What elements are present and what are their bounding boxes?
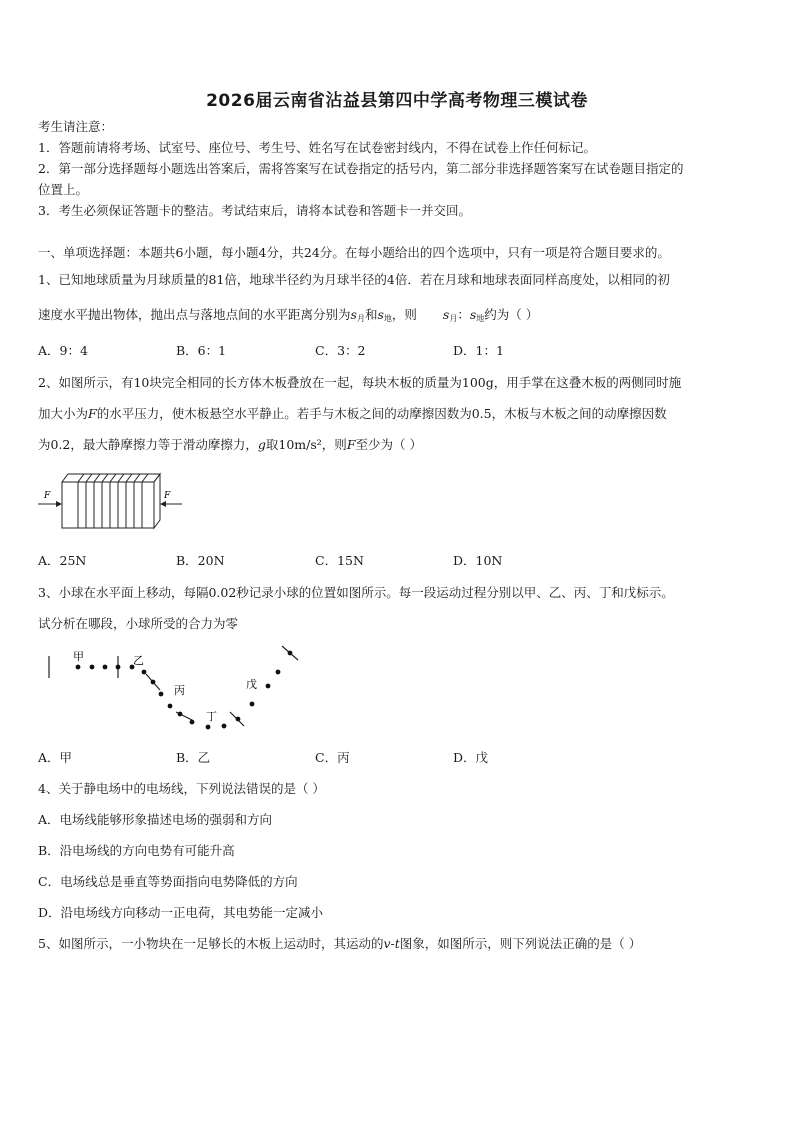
label-bing: 丙 <box>174 684 185 697</box>
option-b[interactable]: B．6：1 <box>176 343 227 358</box>
symbol-s: s <box>469 307 477 322</box>
symbol-vt: v-t <box>383 936 400 951</box>
subscript-moon: 月 <box>356 314 365 323</box>
page-title: 2026届云南省沾益县第四中学高考物理三模试卷 <box>206 91 588 111</box>
notice-item: 3．考生必须保证答题卡的整洁。考试结束后，请将本试卷和答题卡一并交回。 <box>38 203 471 218</box>
label-ding: 丁 <box>206 710 217 723</box>
q2-text: 至少为（ ） <box>355 437 422 452</box>
q4-stem: 4、关于静电场中的电场线，下列说法错误的是（ ） <box>38 781 325 796</box>
notice-item: 位置上。 <box>38 182 89 197</box>
option-b[interactable]: B．沿电场线的方向电势有可能升高 <box>38 843 235 858</box>
subscript-moon: 月 <box>449 314 458 323</box>
option-d[interactable]: D．10N <box>453 553 503 568</box>
option-b[interactable]: B．乙 <box>176 750 211 765</box>
section-heading: 一、单项选择题：本题共6小题，每小题4分，共24分。在每小题给出的四个选项中，只有一项是符合题目要求的。 <box>38 245 670 260</box>
q2-text: 取10m/s²，则 <box>265 437 347 452</box>
q2-text: 的水平压力，使木板悬空水平静止。若手与木板之间的动摩擦因数为0.5，木板与木板之间的动摩擦因数 <box>96 406 667 421</box>
option-c[interactable]: C．电场线总是垂直等势面指向电势降低的方向 <box>38 874 298 889</box>
q1-line1: 1、已知地球质量为月球质量的81倍，地球半径约为月球半径的4倍．若在月球和地球表面同样高度处，以相同的初 <box>38 272 670 287</box>
symbol-s: s <box>350 307 357 322</box>
right-force-label: F <box>164 491 171 501</box>
q5-text: 5、如图所示，一小物块在一足够长的木板上运动时，其运动的 <box>38 936 384 951</box>
symbol-f: F <box>346 437 356 452</box>
q2-line3 <box>38 437 422 453</box>
label-yi: 乙 <box>133 654 144 667</box>
option-a[interactable]: A．电场线能够形象描述电场的强弱和方向 <box>38 812 273 827</box>
symbol-g: g <box>257 437 266 452</box>
symbol-s: s <box>377 307 384 322</box>
ratio-colon: ： <box>457 307 470 322</box>
q5-stem <box>38 936 641 952</box>
q1-then: ，则 <box>391 307 417 322</box>
subscript-earth: 地 <box>383 314 392 323</box>
option-c[interactable]: C．丙 <box>315 750 350 765</box>
option-a[interactable]: A．9：4 <box>38 343 88 358</box>
q3-line1: 3、小球在水平面上移动，每隔0.02秒记录小球的位置如图所示。每一段运动过程分别以甲、乙、丙、丁和戊标示。 <box>38 585 674 600</box>
option-d[interactable]: D．戊 <box>453 750 489 765</box>
ball-trajectory-figure <box>40 642 310 742</box>
q1-text: 速度水平抛出物体，抛出点与落地点间的水平距离分别为 <box>38 307 351 322</box>
option-d[interactable]: D．沿电场线方向移动一正电荷，其电势能一定减小 <box>38 905 324 920</box>
option-a[interactable]: A．甲 <box>38 750 73 765</box>
notice-item: 2．第一部分选择题每小题选出答案后，需将答案写在试卷指定的括号内，第二部分非选择题答案写在试卷题目指定的 <box>38 161 684 176</box>
left-force-label: F <box>44 491 51 501</box>
option-c[interactable]: C．15N <box>315 553 364 568</box>
q3-line2: 试分析在哪段，小球所受的合力为零 <box>38 616 239 631</box>
q1-and: 和 <box>364 307 378 322</box>
q1-about: 约为（ ） <box>484 307 539 322</box>
symbol-s: s <box>442 307 450 322</box>
q1-line2 <box>38 307 538 327</box>
label-jia: 甲 <box>73 650 84 663</box>
q2-line1: 2、如图所示，有10块完全相同的长方体木板叠放在一起，每块木板的质量为100g，用手掌在这叠木板的两侧同时施 <box>38 375 682 390</box>
notice-heading: 考生请注意： <box>38 119 114 134</box>
boards-figure <box>36 468 186 532</box>
subscript-earth: 地 <box>476 314 485 323</box>
q2-line2 <box>38 406 667 422</box>
q5-text: 图象，如图所示，则下列说法正确的是（ ） <box>399 936 642 951</box>
notice-item: 1．答题前请将考场、试室号、座位号、考生号、姓名写在试卷密封线内，不得在试卷上作任何标记。 <box>38 140 596 155</box>
q2-text: 为0.2，最大静摩擦力等于滑动摩擦力， <box>38 437 258 452</box>
q2-text: 加大小为 <box>38 406 89 421</box>
option-c[interactable]: C．3：2 <box>315 343 366 358</box>
option-b[interactable]: B．20N <box>176 553 225 568</box>
option-d[interactable]: D．1：1 <box>453 343 504 358</box>
label-wu: 戊 <box>246 678 257 691</box>
option-a[interactable]: A．25N <box>38 553 87 568</box>
symbol-f: F <box>88 406 97 421</box>
